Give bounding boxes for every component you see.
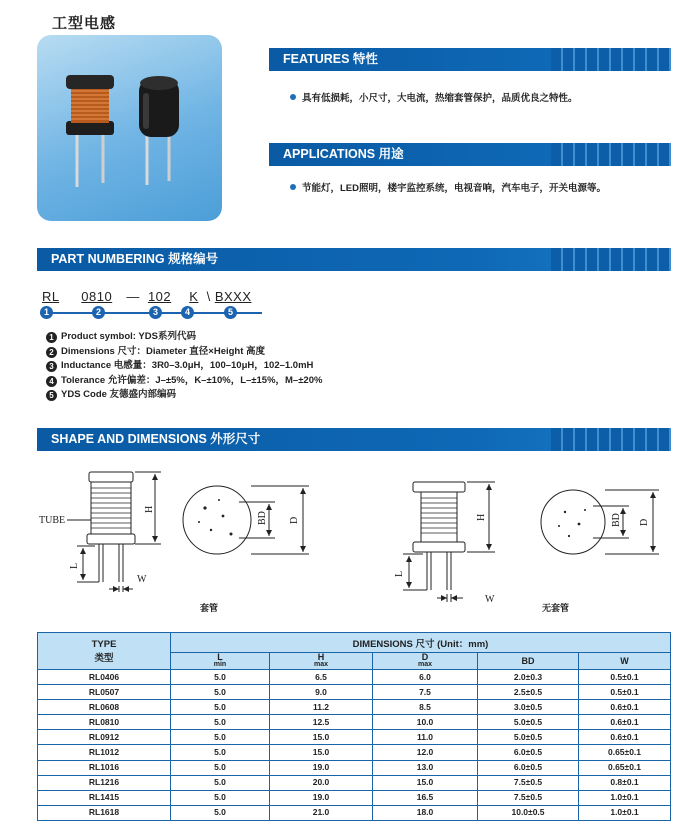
table-row bbox=[38, 700, 671, 715]
cell-d: 16.5 bbox=[373, 790, 478, 805]
cell-l: 5.0 bbox=[171, 670, 270, 685]
cell-bd: 2.5±0.5 bbox=[478, 685, 579, 700]
cell-h: 21.0 bbox=[270, 805, 373, 820]
pn-separator: \ bbox=[206, 289, 211, 304]
col-header-l bbox=[171, 653, 270, 670]
pn-series: RL bbox=[42, 289, 60, 304]
table-row bbox=[38, 790, 671, 805]
legend-number: 2 bbox=[46, 347, 57, 358]
label-bd-left: BD bbox=[257, 511, 268, 525]
cell-l: 5.0 bbox=[171, 790, 270, 805]
label-d-right: D bbox=[639, 518, 650, 526]
applications-bullet bbox=[290, 180, 606, 194]
cell-w: 1.0±0.1 bbox=[579, 805, 671, 820]
legend-number: 1 bbox=[46, 332, 57, 343]
cell-type: RL0912 bbox=[38, 730, 171, 745]
cell-h: 20.0 bbox=[270, 775, 373, 790]
table-row bbox=[38, 715, 671, 730]
cell-d: 13.0 bbox=[373, 760, 478, 775]
cell-bd: 3.0±0.5 bbox=[478, 700, 579, 715]
header-decoration bbox=[551, 143, 671, 166]
cell-h: 15.0 bbox=[270, 730, 373, 745]
table-row bbox=[38, 745, 671, 760]
table-row bbox=[38, 805, 671, 820]
page-title: 工型电感 bbox=[52, 15, 117, 32]
dimensions-table bbox=[37, 632, 671, 821]
col-name: L bbox=[217, 652, 223, 662]
legend-text: Product symbol: YDS系列代码 bbox=[61, 331, 196, 342]
header-decoration bbox=[551, 428, 671, 451]
cell-w: 0.6±0.1 bbox=[579, 715, 671, 730]
tube-label: TUBE bbox=[39, 515, 66, 526]
pn-marker-3: 3 bbox=[149, 306, 162, 319]
cell-l: 5.0 bbox=[171, 745, 270, 760]
header-decoration bbox=[551, 48, 671, 71]
cell-bd: 6.0±0.5 bbox=[478, 745, 579, 760]
cell-l: 5.0 bbox=[171, 775, 270, 790]
cell-bd: 5.0±0.5 bbox=[478, 730, 579, 745]
legend-number: 5 bbox=[46, 390, 57, 401]
col-header-w bbox=[579, 653, 671, 670]
cell-w: 0.5±0.1 bbox=[579, 685, 671, 700]
cell-h: 19.0 bbox=[270, 790, 373, 805]
cell-w: 0.65±0.1 bbox=[579, 760, 671, 775]
label-bd-right: BD bbox=[611, 513, 622, 527]
features-text: 具有低损耗，小尺寸，大电流，热缩套管保护，品质优良之特性。 bbox=[302, 93, 578, 104]
table-row bbox=[38, 730, 671, 745]
dimension-drawings bbox=[37, 460, 671, 628]
col-sub: min bbox=[213, 661, 227, 668]
pn-dimensions: 0810 bbox=[81, 289, 113, 304]
part-numbering-heading: PART NUMBERING 规格编号 bbox=[51, 252, 219, 266]
legend-item bbox=[46, 359, 322, 374]
cell-type: RL1012 bbox=[38, 745, 171, 760]
cell-w: 0.65±0.1 bbox=[579, 745, 671, 760]
applications-header bbox=[269, 143, 671, 166]
legend-text: Tolerance 允许偏差：J–±5%，K–±10%，L–±15%，M–±20% bbox=[61, 374, 323, 386]
cell-l: 5.0 bbox=[171, 805, 270, 820]
cell-type: RL1016 bbox=[38, 760, 171, 775]
cell-d: 7.5 bbox=[373, 685, 478, 700]
label-w-left: W bbox=[137, 574, 147, 585]
cell-bd: 6.0±0.5 bbox=[478, 760, 579, 775]
legend-item bbox=[46, 374, 322, 389]
cell-d: 10.0 bbox=[373, 715, 478, 730]
cell-type: RL0810 bbox=[38, 715, 171, 730]
product-photo bbox=[37, 35, 222, 221]
col-sub: max bbox=[313, 661, 328, 668]
label-l-right: L bbox=[394, 570, 405, 577]
part-number-code bbox=[42, 289, 252, 304]
cell-w: 0.5±0.1 bbox=[579, 670, 671, 685]
cell-w: 1.0±0.1 bbox=[579, 790, 671, 805]
cell-d: 12.0 bbox=[373, 745, 478, 760]
col-name: BD bbox=[521, 656, 535, 666]
features-bullet bbox=[290, 90, 578, 104]
type-header: TYPE bbox=[91, 638, 117, 650]
cell-bd: 5.0±0.5 bbox=[478, 715, 579, 730]
legend-text: Inductance 电感量：3R0–3.0μH，100–10μH，102–1.0mH bbox=[61, 360, 314, 371]
cell-bd: 2.0±0.3 bbox=[478, 670, 579, 685]
legend-item bbox=[46, 330, 322, 345]
col-name: D bbox=[421, 652, 429, 662]
cell-w: 0.8±0.1 bbox=[579, 775, 671, 790]
applications-text: 节能灯，LED照明，楼宇监控系统，电视音响，汽车电子，开关电源等。 bbox=[302, 183, 607, 194]
pn-marker-1: 1 bbox=[40, 306, 53, 319]
col-header-d bbox=[373, 653, 478, 670]
part-numbering-header bbox=[37, 248, 671, 271]
table-row bbox=[38, 775, 671, 790]
pn-code: BXXX bbox=[214, 289, 252, 304]
cell-w: 0.6±0.1 bbox=[579, 730, 671, 745]
col-header-bd bbox=[478, 653, 579, 670]
cell-type: RL1618 bbox=[38, 805, 171, 820]
cell-d: 11.0 bbox=[373, 730, 478, 745]
type-header-cn: 类型 bbox=[94, 652, 114, 664]
cell-l: 5.0 bbox=[171, 730, 270, 745]
cell-type: RL1415 bbox=[38, 790, 171, 805]
label-l-left: L bbox=[69, 562, 80, 569]
features-heading: FEATURES 特性 bbox=[283, 52, 378, 66]
legend-text: Dimensions 尺寸：Diameter 直径×Height 高度 bbox=[61, 345, 266, 357]
cell-d: 8.5 bbox=[373, 700, 478, 715]
pn-marker-2: 2 bbox=[92, 306, 105, 319]
caption-unsleeved: 无套管 bbox=[542, 603, 570, 613]
col-sub: max bbox=[417, 661, 432, 668]
inductor-photo-illustration bbox=[37, 35, 222, 221]
cell-h: 6.5 bbox=[270, 670, 373, 685]
header-decoration bbox=[551, 248, 671, 271]
caption-sleeved: 套管 bbox=[200, 603, 219, 613]
cell-type: RL0406 bbox=[38, 670, 171, 685]
cell-l: 5.0 bbox=[171, 700, 270, 715]
shape-heading: SHAPE AND DIMENSIONS 外形尺寸 bbox=[51, 432, 261, 446]
label-h-left: H bbox=[144, 505, 155, 513]
cell-w: 0.6±0.1 bbox=[579, 700, 671, 715]
part-number-legend bbox=[46, 330, 322, 403]
cell-d: 6.0 bbox=[373, 670, 478, 685]
bullet-icon bbox=[290, 184, 296, 190]
cell-l: 5.0 bbox=[171, 760, 270, 775]
pn-dash: — bbox=[126, 289, 140, 304]
col-header-h bbox=[270, 653, 373, 670]
cell-h: 12.5 bbox=[270, 715, 373, 730]
table-row bbox=[38, 760, 671, 775]
type-header-cell bbox=[38, 633, 171, 670]
features-header bbox=[269, 48, 671, 71]
table-row bbox=[38, 670, 671, 685]
cell-type: RL0507 bbox=[38, 685, 171, 700]
cell-h: 15.0 bbox=[270, 745, 373, 760]
legend-item bbox=[46, 345, 322, 360]
label-w-right: W bbox=[485, 594, 495, 605]
cell-bd: 7.5±0.5 bbox=[478, 775, 579, 790]
cell-type: RL1216 bbox=[38, 775, 171, 790]
pn-tolerance: K bbox=[189, 289, 199, 304]
shape-header bbox=[37, 428, 671, 451]
cell-d: 15.0 bbox=[373, 775, 478, 790]
cell-type: RL0608 bbox=[38, 700, 171, 715]
legend-text: YDS Code 友德盛内部编码 bbox=[61, 389, 177, 400]
col-name: H bbox=[317, 652, 325, 662]
label-h-right: H bbox=[476, 513, 487, 521]
bullet-icon bbox=[290, 94, 296, 100]
legend-item bbox=[46, 388, 322, 403]
label-d-left: D bbox=[289, 516, 300, 524]
cell-d: 18.0 bbox=[373, 805, 478, 820]
legend-number: 4 bbox=[46, 376, 57, 387]
table-row bbox=[38, 685, 671, 700]
cell-bd: 10.0±0.5 bbox=[478, 805, 579, 820]
dimensions-header: DIMENSIONS 尺寸 (Unit：mm) bbox=[171, 633, 671, 653]
cell-h: 11.2 bbox=[270, 700, 373, 715]
col-name: W bbox=[620, 656, 629, 666]
cell-l: 5.0 bbox=[171, 685, 270, 700]
applications-heading: APPLICATIONS 用途 bbox=[283, 147, 404, 161]
pn-marker-4: 4 bbox=[181, 306, 194, 319]
cell-bd: 7.5±0.5 bbox=[478, 790, 579, 805]
pn-inductance: 102 bbox=[147, 289, 172, 304]
cell-h: 19.0 bbox=[270, 760, 373, 775]
cell-l: 5.0 bbox=[171, 715, 270, 730]
pn-marker-5: 5 bbox=[224, 306, 237, 319]
legend-number: 3 bbox=[46, 361, 57, 372]
cell-h: 9.0 bbox=[270, 685, 373, 700]
